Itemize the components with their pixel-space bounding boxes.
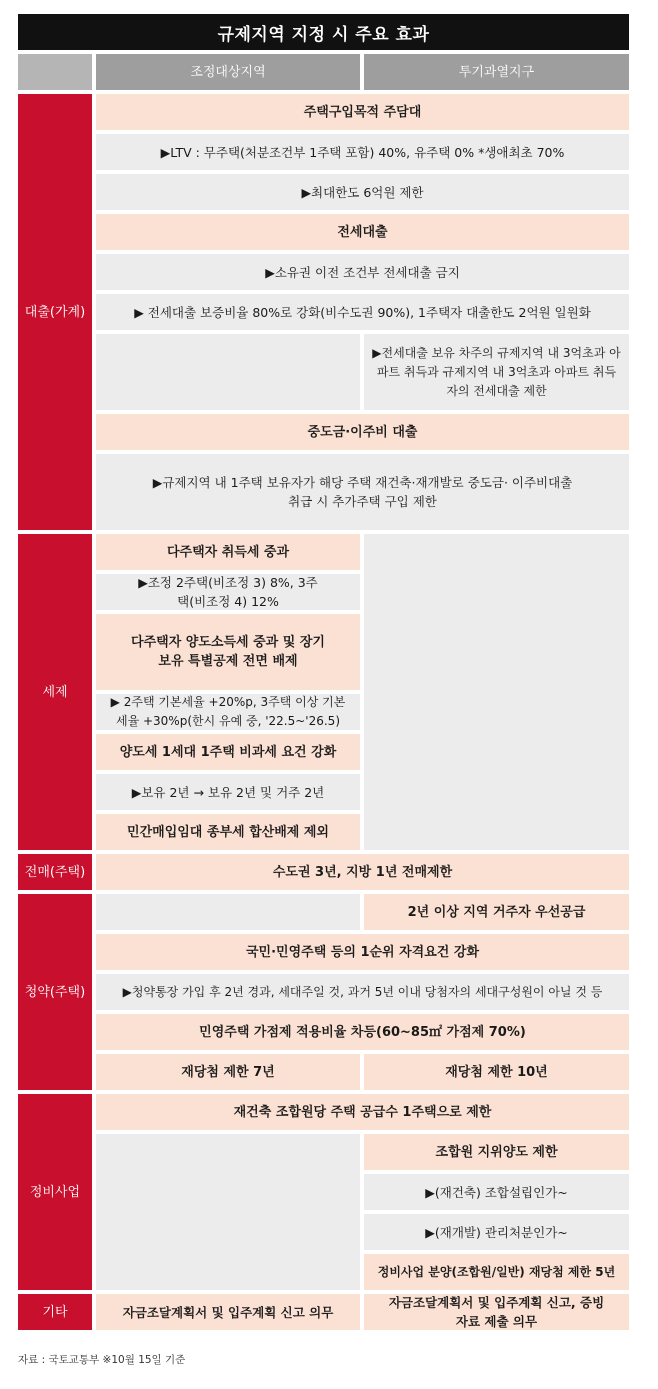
maintenance-rebuild: ▶(재건축) 조합설립인가~: [364, 1174, 629, 1210]
category-subscription: 청약(주택): [18, 894, 92, 1090]
loan-limit: ▶최대한도 6억원 제한: [96, 174, 629, 210]
tax-heading-exemption: 양도세 1세대 1주택 비과세 요건 강화: [96, 734, 360, 770]
maintenance-redevelop: ▶(재개발) 관리처분인가~: [364, 1214, 629, 1250]
loan-heading-jeonse: 전세대출: [96, 214, 629, 250]
loan-jeonse-restriction: ▶전세대출 보유 차주의 규제지역 내 3억초과 아파트 취득과 규제지역 내 3억초과 아파트 취득자의 전세대출 제한: [364, 334, 629, 410]
other-adjustment-duty: 자금조달계획서 및 입주계획 신고 의무: [96, 1294, 360, 1330]
resale-restriction: 수도권 3년, 지방 1년 전매제한: [96, 854, 629, 890]
loan-jeonse-guarantee: ▶ 전세대출 보증비율 80%로 강화(비수도권 90%), 1주택자 대출한도 2억원 일원화: [96, 294, 629, 330]
tax-acquisition-detail: ▶조정 2주택(비조정 3) 8%, 3주택(비조정 4) 12%: [96, 574, 360, 610]
category-tax: 세제: [18, 534, 92, 850]
subscription-empty-cell: [96, 894, 360, 930]
tax-heading-rental: 민간매입임대 종부세 합산배제 제외: [96, 814, 360, 850]
maintenance-empty-cell: [96, 1134, 360, 1290]
subscription-heading-points: 민영주택 가점제 적용비율 차등(60~85㎡ 가점제 70%): [96, 1014, 629, 1050]
loan-interim-detail: ▶규제지역 내 1주택 보유자가 해당 주택 재건축·재개발로 중도금· 이주비대출 취급 시 추가주택 구입 제한: [96, 454, 629, 530]
other-speculation-duty: 자금조달계획서 및 입주계획 신고, 증빙자료 제출 의무: [364, 1294, 629, 1330]
loan-ltv: ▶LTV : 무주택(처분조건부 1주택 포함) 40%, 유주택 0% *생애최초 70%: [96, 134, 629, 170]
subscription-detail: ▶청약통장 가입 후 2년 경과, 세대주일 것, 과거 5년 이내 당첨자의 세대구성원이 아닐 것 등: [96, 974, 629, 1010]
tax-holding-detail: ▶보유 2년 → 보유 2년 및 거주 2년: [96, 774, 360, 810]
header-adjustment-area: 조정대상지역: [96, 54, 360, 90]
header-corner: [18, 54, 92, 90]
maintenance-heading-rewin: 정비사업 분양(조합원/일반) 재당첨 제한 5년: [364, 1254, 629, 1290]
subscription-rewin-10: 재당첨 제한 10년: [364, 1054, 629, 1090]
category-resale: 전매(주택): [18, 854, 92, 890]
maintenance-heading-transfer: 조합원 지위양도 제한: [364, 1134, 629, 1170]
subscription-rewin-7: 재당첨 제한 7년: [96, 1054, 360, 1090]
loan-empty-cell: [96, 334, 360, 410]
tax-capital-gains-detail: ▶ 2주택 기본세율 +20%p, 3주택 이상 기본세율 +30%p(한시 유예 중, '22.5~'26.5): [96, 694, 360, 730]
category-loan: 대출(가계): [18, 94, 92, 530]
regulation-table: [18, 54, 629, 1338]
tax-empty-cell: [364, 534, 629, 850]
subscription-heading-first-rank: 국민·민영주택 등의 1순위 자격요건 강화: [96, 934, 629, 970]
header-speculation-zone: 투기과열지구: [364, 54, 629, 90]
category-other: 기타: [18, 1294, 92, 1330]
source-footnote: 자료 : 국토교통부 ※10월 15일 기준: [18, 1354, 186, 1366]
tax-heading-capital-gains: 다주택자 양도소득세 중과 및 장기보유 특별공제 전면 배제: [96, 614, 360, 690]
loan-jeonse-ownership: ▶소유권 이전 조건부 전세대출 금지: [96, 254, 629, 290]
loan-heading-mortgage: 주택구입목적 주담대: [96, 94, 629, 130]
loan-heading-interim: 중도금·이주비 대출: [96, 414, 629, 450]
page-title: 규제지역 지정 시 주요 효과: [18, 14, 629, 50]
subscription-priority: 2년 이상 지역 거주자 우선공급: [364, 894, 629, 930]
maintenance-heading-supply: 재건축 조합원당 주택 공급수 1주택으로 제한: [96, 1094, 629, 1130]
tax-heading-acquisition: 다주택자 취득세 중과: [96, 534, 360, 570]
category-maintenance: 정비사업: [18, 1094, 92, 1290]
